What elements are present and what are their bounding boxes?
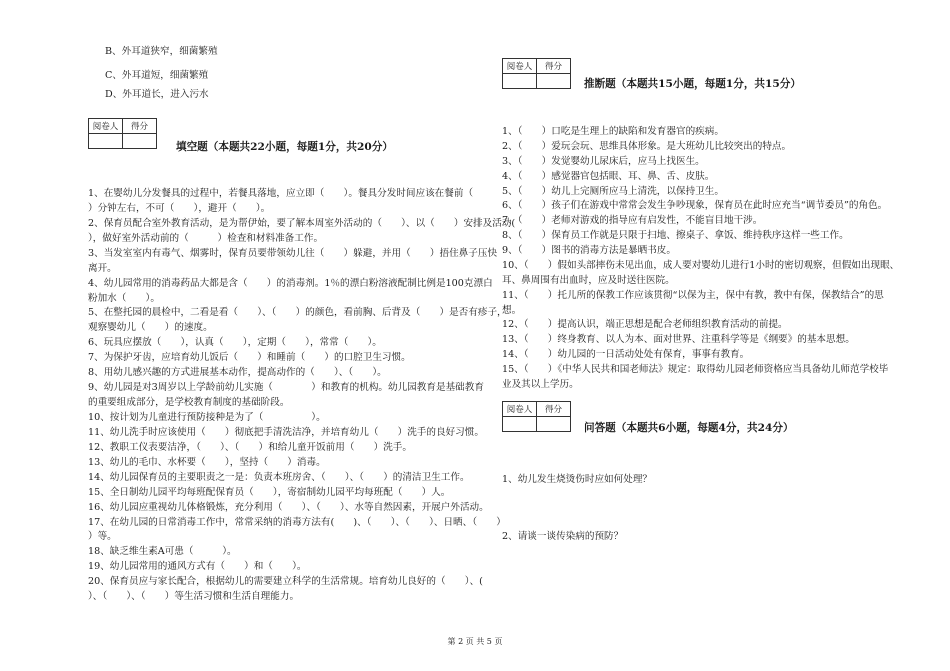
fill-question-line: 离开。 [88,262,117,274]
reviewer-cell[interactable] [503,417,537,432]
judge-question-line: 15、（ ）《中华人民共和国老师法》规定：取得幼儿园老师资格应当具备幼儿师范学校毕 [502,364,889,376]
judge-question-line: 7、（ ）老师对游戏的指导应有启发性，不能盲目地干涉。 [502,215,763,227]
fill-question-line: 4、幼儿园常用的消毒药品大都是含（ ）的消毒剂。1％的漂白粉溶液配制比例是100克漂白 [88,277,493,289]
fill-question-line: 17、在幼儿园的日常消毒工作中，常常采纳的消毒方法有( )、（ ）、（ ）、日晒、（ ） [88,516,506,528]
reviewer-label: 阅卷人 [503,59,537,74]
score-box-qa [502,401,571,432]
reviewer-cell[interactable] [503,74,537,89]
fill-question-line: 15、全日制幼儿园平均每班配保育员（ ），寄宿制幼儿园平均每班配（ ）人。 [88,486,451,498]
fill-question-line: 2、保育员配合室外教育活动，是为帮伊始，要了解本周室外活动的（ ）、以（ ）安排及活动( [88,217,516,229]
fill-question-line: ）等。 [88,531,117,543]
fill-question-line: 18、缺乏维生素A可患（ ）。 [88,546,237,558]
fill-question-line: 11、幼儿洗手时应该使用（ ）彻底把手清洗洁净，并培育幼儿（ ）洗手的良好习惯。 [88,426,484,438]
score-cell[interactable] [537,417,571,432]
fill-question-line: ），做好室外活动前的（ ）检查和材料准备工作。 [88,232,324,244]
fill-question-line: 8、用幼儿感兴趣的方式进展基本动作，提高动作的（ ）、（ ）。 [88,367,387,379]
fill-question-line: 19、幼儿园常用的通风方式有（ ）和（ ）。 [88,561,307,573]
fill-question-line: 12、教职工仪表要洁净，（ ）、（ ）和给儿童开饭前用（ ）洗手。 [88,441,412,453]
judge-question-line: 13、（ ）终身教育、以人为本、面对世界、注重科学等是《纲要》的基本思想。 [502,334,855,346]
option-d: D、外耳道长，进入污水 [105,89,209,100]
qa-section-heading: 问答题（本题共6小题，每题4分，共24分） [584,422,794,434]
fill-question-line: 的重要组成部分，是学校教育制度的基础阶段。 [88,397,290,408]
judge-question-line: 6、（ ）孩子们在游戏中常常会发生争吵现象，保育员在此时应充当“调节委员”的角色。 [502,200,888,212]
judge-question-line: 耳、鼻周围有出血时，应及时送往医院。 [502,274,675,286]
judge-question-line: 9、（ ）图书的消毒方法是暴晒书皮。 [502,245,676,256]
score-label: 得分 [123,119,157,134]
page-footer: 第 2 页 共 5 页 [447,637,503,646]
qa-question: 2、请谈一谈传染病的预防？ [502,531,624,542]
fill-question-line: 1、在婴幼儿分发餐具的过程中，若餐具落地，应立即（ ）。餐具分发时间应该在餐前（ [88,188,474,199]
judge-question-line: 12、（ ）提高认识，端正思想是配合老师组织教育活动的前提。 [502,319,788,331]
fill-question-line: 3、当发室室内有毒气、烟雾时，保育员要带领幼儿往（ ）躲避，并用（ ）捂住鼻子压快 [88,247,498,259]
judge-section-heading: 推断题（本题共15小题，每题1分，共15分） [584,78,801,90]
reviewer-label: 阅卷人 [89,119,123,134]
score-box-judge [502,58,571,89]
judge-question-line: 10、（ ）假如头部摔伤未见出血，成人要对婴幼儿进行1小时的密切观察，但假如出现眼、 [502,259,900,271]
fill-question-line: 5、在整托园的晨检中，二看是看（ ）、（ ）的颜色，看前胸、后背及（ ）是否有疹子， [88,307,507,319]
fill-question-line: 7、为保护牙齿，应培育幼儿饭后（ ）和睡前（ ）的口腔卫生习惯。 [88,352,411,364]
judge-question-line: 11、（ ）托儿所的保教工作应该贯彻“以保为主，保中有教，教中有保，保教结合”的思 [502,289,884,301]
judge-question-line: 1、（ ）口吃是生理上的缺陷和发育器官的疾病。 [502,126,724,137]
fill-question-line: 6、玩具应摆放（ ），认真（ ），定期（ ），常常（ ）。 [88,337,382,349]
judge-question-line: 8、（ ）保育员工作就是只限于扫地、擦桌子、拿饭、维持秩序这样一些工作。 [502,230,849,242]
fill-question-line: ）分钟左右，不可（ ），避开（ ）。 [88,202,271,214]
option-c: C、外耳道短，细菌繁殖 [105,70,209,81]
fill-question-line: 20、保育员应与家长配合，根据幼儿的需要建立科学的生活常规。培育幼儿良好的（ ）、( [88,576,483,588]
qa-question: 1、幼儿发生烧烫伤时应如何处理？ [502,474,653,485]
fill-question-line: 9、幼儿园是对3周岁以上学龄前幼儿实施（ ）和教育的机构。幼儿园教育是基础教育 [88,382,484,394]
judge-question-line: 2、（ ）爱玩会玩、思维具体形象。是大班幼儿比较突出的特点。 [502,140,792,152]
fill-question-line: ）、（ ）、（ ）等生活习惯和生活自理能力。 [88,591,300,603]
judge-question-line: 5、（ ）幼儿上完厕所应马上清洗，以保持卫生。 [502,185,724,197]
score-cell[interactable] [537,74,571,89]
option-b: B、外耳道狭窄，细菌繁殖 [105,46,218,57]
fill-question-line: 14、幼儿园保育员的主要职责之一是：负责本班房舍、（ ）、（ ）的清洁卫生工作。 [88,471,470,483]
score-cell[interactable] [123,134,157,149]
fill-question-line: 16、幼儿园应重视幼儿体格锻炼，充分利用（ ）、（ ）、水等自然因素，开展户外活动。 [88,501,489,513]
score-box-fill [88,118,157,149]
score-label: 得分 [537,402,571,417]
fill-question-line: 10、按计划为儿童进行预防接种是为了（ ）。 [88,411,326,423]
fill-question-line: 13、幼儿的毛巾、水杯要（ ），坚持（ ）消毒。 [88,456,326,468]
reviewer-label: 阅卷人 [503,402,537,417]
reviewer-cell[interactable] [89,134,123,149]
judge-question-line: 想。 [502,304,522,316]
judge-question-line: 4、（ ）感觉器官包括眼、耳、鼻、舌、皮肤。 [502,170,715,182]
score-label: 得分 [537,59,571,74]
fill-section-heading: 填空题（本题共22小题，每题1分，共20分） [176,141,393,153]
judge-question-line: 3、（ ）发觉婴幼儿尿床后，应马上找医生。 [502,155,705,167]
judge-question-line: 业及其以上学历。 [502,379,579,390]
judge-question-line: 14、（ ）幼儿园的一日活动处处有保育，事事有教育。 [502,349,750,361]
fill-question-line: 粉加水（ ）。 [88,292,160,304]
fill-question-line: 观察婴幼儿（ ）的速度。 [88,322,213,334]
